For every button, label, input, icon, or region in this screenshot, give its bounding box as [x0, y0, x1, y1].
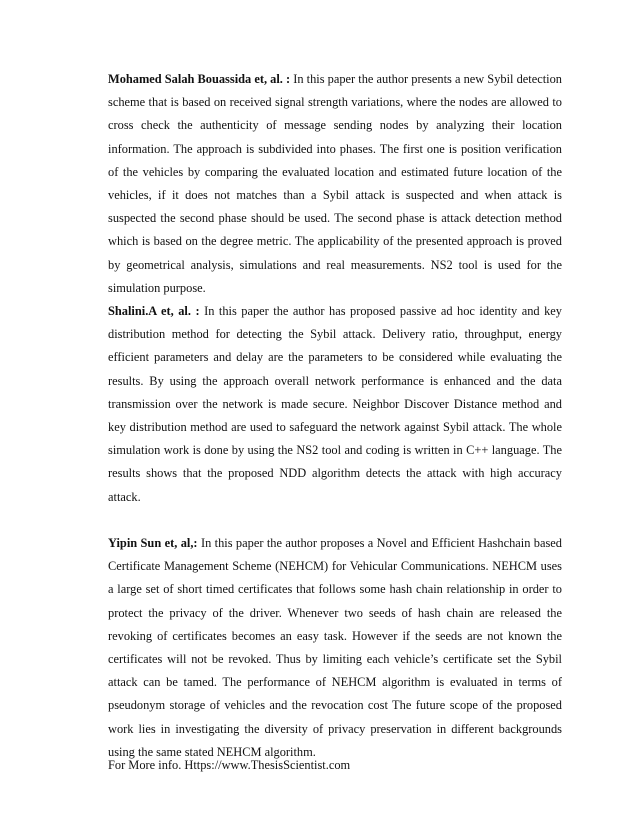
paragraph-text: In this paper the author has proposed passive ad hoc identity and key distribution method for detecting the Sybil attack. Delivery ratio, throughput, energy efficient parameters and delay are the parameters to be considered while evaluating the results. By using the approach overall network performance is enhanced and the data transmission over the network is made secure. Neighbor Discover Distance method and key distribution method are used to safeguard the network against Sybil attack. The whole simulation work is done by using the NS2 tool and coding is written in C++ language. The results shows that the proposed NDD algorithm detects the attack with high accuracy attack.: [108, 304, 562, 504]
page-footer: For More info. Https://www.ThesisScientist.com: [108, 758, 351, 772]
paragraph-yipin-sun: [108, 532, 562, 764]
paragraph-bouassida: [108, 68, 562, 300]
paragraph-text: In this paper the author proposes a Novel and Efficient Hashchain based Certificate Management Scheme (NEHCM) for Vehicular Communications. NEHCM uses a large set of short timed certificates that follows some hash chain relationship in order to protect the privacy of the driver. Whenever two seeds of hash chain are released the revoking of certificates becomes an easy task. However if the seeds are not known the certificates will not be revoked. Thus by limiting each vehicle’s certificate set the Sybil attack can be tamed. The performance of NEHCM algorithm is evaluated in terms of pseudonym storage of vehicles and the revocation cost The future scope of the proposed work lies in investigating the diversity of privacy preservation in different backgrounds using the same stated NEHCM algorithm.: [108, 536, 562, 759]
paragraph-text: In this paper the author presents a new Sybil detection scheme that is based on received signal strength variations, where the nodes are allowed to cross check the authenticity of message sending nodes by analyzing their location information. The approach is subdivided into phases. The first one is position verification of the vehicles by comparing the evaluated location and estimated future location of the vehicles, if it does not matches than a Sybil attack is suspected and when attack is suspected the second phase should be used. The second phase is attack detection method which is based on the degree metric. The applicability of the presented approach is proved by geometrical analysis, simulations and real measurements. NS2 tool is used for the simulation purpose.: [108, 72, 562, 295]
author-name: Mohamed Salah Bouassida et, al. :: [108, 72, 291, 86]
paragraph-shalini: [108, 300, 562, 509]
author-name: Yipin Sun et, al,:: [108, 536, 198, 551]
author-name: Shalini.A et, al. :: [108, 304, 200, 319]
body-text: [108, 68, 562, 764]
